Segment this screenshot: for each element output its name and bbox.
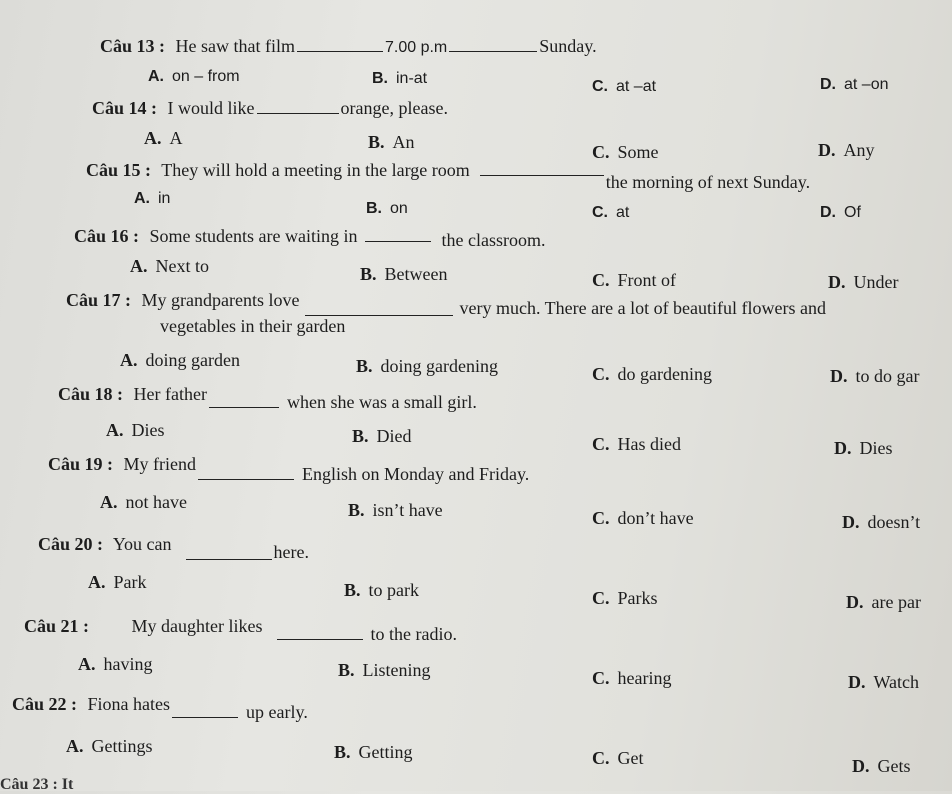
question-23-partial: Câu 23 : It [0, 776, 74, 793]
question-label: Câu 22 : [12, 694, 78, 714]
option-text: in-at [396, 70, 428, 87]
option-13-b[interactable] [372, 70, 427, 88]
option-key: B. [334, 742, 351, 762]
option-13-a[interactable] [148, 68, 240, 86]
option-19-d[interactable] [842, 512, 920, 533]
question-text: I would like [167, 98, 255, 118]
option-key: A. [120, 350, 138, 370]
question-label: Câu 19 : [48, 454, 114, 474]
question-label: Câu 14 : [92, 98, 158, 118]
option-16-a[interactable] [130, 256, 209, 277]
option-16-c[interactable] [592, 270, 676, 291]
option-17-a[interactable] [120, 350, 240, 371]
question-18 [58, 384, 477, 412]
option-key: A. [106, 420, 124, 440]
option-19-b[interactable] [348, 500, 443, 521]
question-text: Some students are waiting in [149, 226, 358, 246]
question-text: the morning of next Sunday. [605, 172, 811, 192]
option-text: Died [376, 426, 412, 446]
option-14-b[interactable] [368, 132, 415, 153]
option-19-a[interactable] [100, 492, 187, 513]
option-text: hearing [617, 668, 672, 688]
option-13-d[interactable] [820, 76, 888, 94]
question-17 [66, 290, 827, 318]
question-label: Câu 13 : [100, 36, 166, 56]
option-key: B. [368, 132, 385, 152]
option-15-c[interactable] [592, 204, 629, 222]
option-key: A. [66, 736, 84, 756]
option-20-a[interactable] [88, 572, 147, 593]
option-text: in [158, 190, 171, 207]
option-key: B. [360, 264, 377, 284]
option-text: Get [617, 748, 644, 768]
option-text: Gets [877, 756, 911, 776]
option-key: B. [338, 660, 355, 680]
option-key: C. [592, 748, 610, 768]
option-16-d[interactable] [828, 272, 898, 293]
option-text: Under [853, 272, 899, 292]
option-text: doing gardening [380, 356, 498, 376]
question-text: very much. There are a lot of beautiful flowers and [459, 298, 827, 318]
option-21-a[interactable] [78, 654, 153, 675]
question-label: Câu 20 : [38, 534, 104, 554]
question-19 [48, 454, 530, 484]
question-13 [100, 36, 597, 57]
option-18-a[interactable] [106, 420, 165, 441]
option-18-c[interactable] [592, 434, 681, 455]
option-key: D. [820, 204, 836, 221]
option-key: C. [592, 508, 610, 528]
option-text: Any [843, 140, 875, 160]
option-text: Has died [617, 434, 681, 454]
option-key: A. [88, 572, 106, 592]
option-key: A. [130, 256, 148, 276]
question-22 [12, 694, 308, 722]
option-22-d[interactable] [852, 756, 911, 777]
option-key: A. [134, 190, 150, 207]
question-text: Sunday. [539, 36, 597, 56]
option-key: C. [592, 142, 610, 162]
option-key: B. [344, 580, 361, 600]
option-key: B. [352, 426, 369, 446]
answer-blank [186, 558, 272, 560]
option-key: C. [592, 434, 610, 454]
option-20-d[interactable] [846, 592, 921, 613]
option-text: on – from [172, 68, 240, 85]
option-17-b[interactable] [356, 356, 498, 377]
option-text: do gardening [617, 364, 712, 384]
option-text: not have [125, 492, 187, 512]
question-text: He saw that film [175, 36, 295, 56]
option-key: B. [356, 356, 373, 376]
question-label: Câu 16 : [74, 226, 140, 246]
option-15-a[interactable] [134, 190, 170, 208]
question-label: Câu 18 : [58, 384, 124, 404]
question-16 [74, 226, 546, 250]
question-text: up early. [246, 702, 308, 722]
option-text: doing garden [145, 350, 240, 370]
option-22-c[interactable] [592, 748, 644, 769]
option-18-b[interactable] [352, 426, 412, 447]
option-16-b[interactable] [360, 264, 448, 285]
option-15-b[interactable] [366, 200, 408, 218]
option-text: at –on [844, 76, 889, 93]
question-text: English on Monday and Friday. [302, 464, 530, 484]
option-text: on [390, 200, 408, 217]
option-20-b[interactable] [344, 580, 419, 601]
option-text: Listening [362, 660, 431, 680]
question-text: Fiona hates [87, 694, 171, 714]
option-key: C. [592, 668, 610, 688]
option-text: Getting [358, 742, 413, 762]
question-label: Câu 15 : [86, 160, 152, 180]
option-20-c[interactable] [592, 588, 658, 609]
option-text: to do gar [855, 366, 920, 386]
answer-blank [297, 50, 383, 52]
question-text: orange, please. [340, 98, 448, 118]
option-text: Between [384, 264, 448, 284]
option-17-c[interactable] [592, 364, 712, 385]
question-text: here. [273, 542, 310, 562]
option-text: at –at [616, 78, 657, 95]
option-text: Front of [617, 270, 676, 290]
option-19-c[interactable] [592, 508, 694, 529]
option-key: A. [148, 68, 164, 85]
option-key: C. [592, 78, 608, 95]
answer-blank [480, 174, 604, 176]
option-key: B. [366, 200, 382, 217]
option-text: Dies [859, 438, 893, 458]
option-key: B. [348, 500, 365, 520]
question-text: vegetables in their garden [160, 316, 346, 336]
option-text: Of [844, 204, 861, 221]
question-text: My daughter likes [131, 616, 263, 636]
question-text: They will hold a meeting in the large room [161, 160, 470, 180]
question-14 [92, 98, 448, 119]
answer-blank [198, 478, 294, 480]
option-key: D. [846, 592, 864, 612]
option-key: B. [372, 70, 388, 87]
answer-blank [365, 240, 431, 242]
option-key: C. [592, 270, 610, 290]
option-text: A [169, 128, 183, 148]
option-21-c[interactable] [592, 668, 671, 689]
option-18-d[interactable] [834, 438, 893, 459]
option-21-d[interactable] [848, 672, 919, 693]
question-text: My friend [123, 454, 196, 474]
option-22-a[interactable] [66, 736, 153, 757]
option-text: Park [113, 572, 147, 592]
option-text: isn’t have [372, 500, 443, 520]
option-17-d[interactable] [830, 366, 919, 387]
question-label: Câu 17 : [66, 290, 132, 310]
question-text: to the radio. [370, 624, 457, 644]
option-key: D. [852, 756, 870, 776]
option-key: A. [78, 654, 96, 674]
question-21 [24, 616, 457, 644]
question-15 [86, 160, 811, 192]
answer-blank [449, 50, 537, 52]
option-text: don’t have [617, 508, 694, 528]
option-text: having [103, 654, 153, 674]
option-text: doesn’t [867, 512, 921, 532]
option-text: Next to [155, 256, 209, 276]
option-text: Dies [131, 420, 165, 440]
option-key: D. [848, 672, 866, 692]
option-15-d[interactable] [820, 204, 861, 222]
option-key: D. [830, 366, 848, 386]
option-text: are par [871, 592, 921, 612]
option-text: to park [368, 580, 419, 600]
option-text: Parks [617, 588, 658, 608]
option-14-a[interactable] [144, 128, 183, 149]
question-label: Câu 21 : [24, 616, 90, 636]
answer-blank [209, 406, 279, 408]
option-key: D. [842, 512, 860, 532]
option-key: C. [592, 204, 608, 221]
option-text: Watch [873, 672, 920, 692]
question-text: the classroom. [441, 230, 546, 250]
question-text: You can [112, 534, 172, 554]
option-text: at [616, 204, 630, 221]
option-key: C. [592, 364, 610, 384]
option-key: D. [818, 140, 836, 160]
option-text: Some [617, 142, 659, 162]
question-text: Her father [133, 384, 207, 404]
answer-blank [172, 716, 238, 718]
option-key: A. [100, 492, 118, 512]
answer-blank [277, 638, 363, 640]
option-key: D. [834, 438, 852, 458]
option-21-b[interactable] [338, 660, 431, 681]
option-text: Gettings [91, 736, 153, 756]
option-22-b[interactable] [334, 742, 413, 763]
question-text: when she was a small girl. [286, 392, 477, 412]
answer-blank [257, 112, 339, 114]
option-key: D. [820, 76, 836, 93]
question-text: My grandparents love [141, 290, 300, 310]
question-text: 7.00 p.m [385, 39, 448, 56]
option-text: An [392, 132, 415, 152]
option-key: D. [828, 272, 846, 292]
option-key: C. [592, 588, 610, 608]
option-key: A. [144, 128, 162, 148]
question-20 [38, 534, 310, 562]
option-14-d[interactable] [818, 140, 875, 161]
question-17-line-2 [160, 316, 345, 337]
option-13-c[interactable] [592, 78, 656, 96]
